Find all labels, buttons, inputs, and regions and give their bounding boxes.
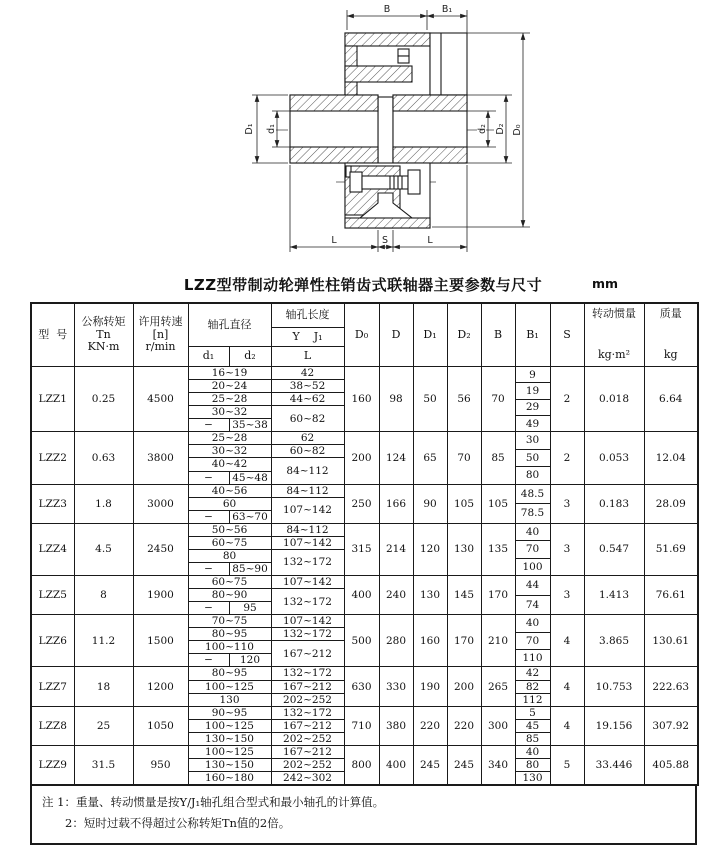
b1-value: 100 xyxy=(516,558,550,575)
table-row xyxy=(31,367,698,380)
cell-torque: 25 xyxy=(74,706,133,745)
cell-bore-dia: 80~90 xyxy=(188,589,271,602)
cell-torque: 4.5 xyxy=(74,523,133,575)
cell-mass: 51.69 xyxy=(644,523,698,575)
cell-bore-dia: 50~56 xyxy=(188,523,271,536)
cell-D1: 50 xyxy=(413,367,447,432)
cell-bore-len: 107~142 xyxy=(271,615,344,628)
b1-value: 48.5 xyxy=(520,487,545,500)
cell-D2: 245 xyxy=(447,745,481,785)
b1-stack xyxy=(516,746,550,784)
col-d1: d₁ xyxy=(188,347,229,367)
dim-label-L-right: L xyxy=(427,235,433,246)
cell-bore-dia: 25~28 xyxy=(188,432,271,445)
cell-bore-d2: 63~70 xyxy=(229,510,271,523)
cell-bore-len: 167~212 xyxy=(271,680,344,693)
cell-D: 240 xyxy=(379,576,413,615)
cell-bore-dia: 80 xyxy=(188,549,271,562)
cell-bore-len: 84~112 xyxy=(271,458,344,484)
cell-model: LZZ3 xyxy=(31,484,74,523)
cell-S: 3 xyxy=(550,523,584,575)
cell-inertia: 33.446 xyxy=(584,745,644,785)
spec-sheet xyxy=(30,302,697,845)
col-speed-line1: 许用转速 xyxy=(138,315,183,329)
cell-D: 166 xyxy=(379,484,413,523)
cell-bore-len: 107~142 xyxy=(271,536,344,549)
cell-D: 98 xyxy=(379,367,413,432)
b1-value: 30 xyxy=(525,434,540,447)
cell-D1: 160 xyxy=(413,615,447,667)
cell-D0: 250 xyxy=(344,484,379,523)
cell-B1 xyxy=(515,706,550,745)
cell-bore-len: 84~112 xyxy=(271,484,344,497)
cell-bore-len: 62 xyxy=(271,432,344,445)
cell-bore-len: 132~172 xyxy=(271,589,344,615)
b1-value: 40 xyxy=(525,525,540,538)
cell-S: 5 xyxy=(550,745,584,785)
cell-speed: 1050 xyxy=(133,706,188,745)
cell-bore-len: 107~142 xyxy=(271,497,344,523)
cell-bore-dia: 130~150 xyxy=(188,758,271,771)
cell-bore-dia: 30~32 xyxy=(188,406,271,419)
cell-D0: 160 xyxy=(344,367,379,432)
cell-B1 xyxy=(515,523,550,575)
cell-D1: 130 xyxy=(413,576,447,615)
b1-value: 110 xyxy=(516,649,550,666)
cell-bore-len: 84~112 xyxy=(271,523,344,536)
b1-value: 5 xyxy=(529,706,536,719)
cell-speed: 4500 xyxy=(133,367,188,432)
cell-D1: 220 xyxy=(413,706,447,745)
cell-model: LZZ2 xyxy=(31,432,74,484)
cell-S: 2 xyxy=(550,432,584,484)
dim-label-D2: D₂ xyxy=(495,123,506,135)
cell-bore-d2: 85~90 xyxy=(229,562,271,575)
cell-torque: 8 xyxy=(74,576,133,615)
cell-inertia: 19.156 xyxy=(584,706,644,745)
cell-D0: 710 xyxy=(344,706,379,745)
cell-D2: 145 xyxy=(447,576,481,615)
cell-bore-len: 60~82 xyxy=(271,445,344,458)
cell-bore-d1: − xyxy=(188,562,229,575)
cell-B: 210 xyxy=(481,615,515,667)
right-hub xyxy=(393,95,467,163)
cell-bore-dia: 40~56 xyxy=(188,484,271,497)
cell-bore-d2: 95 xyxy=(229,602,271,615)
table-row xyxy=(31,745,698,758)
cell-B: 135 xyxy=(481,523,515,575)
b1-value: 70 xyxy=(516,632,550,649)
cell-D0: 200 xyxy=(344,432,379,484)
col-B: B xyxy=(481,303,515,367)
cell-speed: 950 xyxy=(133,745,188,785)
cell-bore-dia: 100~125 xyxy=(188,719,271,732)
b1-value: 29 xyxy=(516,399,550,415)
cell-B: 300 xyxy=(481,706,515,745)
footnote-2: 2：短时过载不得超过公称转矩Tn值的2倍。 xyxy=(65,815,291,830)
b1-stack xyxy=(516,367,550,431)
cell-bore-dia: 30~32 xyxy=(188,445,271,458)
cell-D2: 130 xyxy=(447,523,481,575)
cell-speed: 2450 xyxy=(133,523,188,575)
cell-mass: 28.09 xyxy=(644,484,698,523)
cell-S: 2 xyxy=(550,367,584,432)
brake-wheel xyxy=(345,33,467,97)
cell-inertia: 0.018 xyxy=(584,367,644,432)
b1-value: 130 xyxy=(516,771,550,784)
cell-D: 214 xyxy=(379,523,413,575)
col-bore-dia: 轴孔直径 xyxy=(188,303,271,347)
table-row xyxy=(31,667,698,680)
col-speed-line2: [n] xyxy=(152,327,169,341)
cell-bore-len: 132~172 xyxy=(271,706,344,719)
col-bore-len: 轴孔长度 xyxy=(271,303,344,327)
cell-bore-d2: 45~48 xyxy=(229,471,271,484)
table-row xyxy=(31,706,698,719)
cell-bore-len: 132~172 xyxy=(271,549,344,575)
b1-value: 42 xyxy=(525,667,540,680)
b1-value: 80 xyxy=(516,466,550,483)
b1-value: 112 xyxy=(516,693,550,706)
cell-D1: 245 xyxy=(413,745,447,785)
cell-model: LZZ7 xyxy=(31,667,74,706)
cell-speed: 3000 xyxy=(133,484,188,523)
cell-torque: 1.8 xyxy=(74,484,133,523)
b1-value: 44 xyxy=(525,579,540,592)
b1-value: 82 xyxy=(516,680,550,693)
table-row xyxy=(31,523,698,536)
cell-bore-d1: − xyxy=(188,654,229,667)
cell-B: 340 xyxy=(481,745,515,785)
cell-bore-dia: 90~95 xyxy=(188,706,271,719)
cell-bore-len: 107~142 xyxy=(271,576,344,589)
cell-inertia: 0.183 xyxy=(584,484,644,523)
col-mass-line2: kg xyxy=(663,348,678,362)
cell-torque: 31.5 xyxy=(74,745,133,785)
cell-bore-d2: 120 xyxy=(229,654,271,667)
col-D2: D₂ xyxy=(447,303,481,367)
cell-model: LZZ4 xyxy=(31,523,74,575)
cell-speed: 1900 xyxy=(133,576,188,615)
cell-bore-len: 242~302 xyxy=(271,771,344,785)
col-D0: D₀ xyxy=(344,303,379,367)
b1-stack xyxy=(516,432,550,483)
spec-table xyxy=(30,302,699,786)
cell-inertia: 0.053 xyxy=(584,432,644,484)
b1-stack xyxy=(516,524,550,575)
cell-B: 70 xyxy=(481,367,515,432)
b1-value: 70 xyxy=(516,540,550,557)
spec-table-header xyxy=(31,303,698,367)
b1-value: 40 xyxy=(525,617,540,630)
footnote-1: 注 1：重量、转动惯量是按Y/J₁轴孔组合型式和最小轴孔的计算值。 xyxy=(42,795,385,809)
cell-mass: 12.04 xyxy=(644,432,698,484)
dim-label-D1: D₁ xyxy=(244,123,255,135)
col-inertia-line1: 转动惯量 xyxy=(592,307,636,320)
dim-label-B1: B₁ xyxy=(441,4,453,15)
cell-D2: 56 xyxy=(447,367,481,432)
cell-bore-dia: 60 xyxy=(188,497,271,510)
coupling-section-drawing xyxy=(0,0,726,270)
b1-value: 85 xyxy=(516,732,550,745)
cell-bore-len: 42 xyxy=(271,367,344,380)
cell-bore-d1: − xyxy=(188,419,229,432)
cell-D: 400 xyxy=(379,745,413,785)
b1-value: 78.5 xyxy=(516,503,550,523)
cell-B1 xyxy=(515,667,550,706)
b1-stack xyxy=(516,707,550,745)
b1-stack xyxy=(516,667,550,705)
dim-label-d2: d₂ xyxy=(477,124,488,134)
cell-D0: 630 xyxy=(344,667,379,706)
cell-S: 4 xyxy=(550,615,584,667)
cell-B: 265 xyxy=(481,667,515,706)
b1-stack xyxy=(516,576,550,614)
cell-B: 105 xyxy=(481,484,515,523)
b1-value: 49 xyxy=(516,415,550,431)
title-bar xyxy=(0,274,726,295)
cell-bore-dia: 80~95 xyxy=(188,628,271,641)
cell-S: 4 xyxy=(550,706,584,745)
page-title: LZZ型带制动轮弹性柱销齿式联轴器主要参数与尺寸 xyxy=(183,276,543,294)
cell-inertia: 1.413 xyxy=(584,576,644,615)
col-D: D xyxy=(379,303,413,367)
cell-D: 124 xyxy=(379,432,413,484)
col-B1: B₁ xyxy=(515,303,550,367)
b1-stack xyxy=(516,485,550,523)
cell-speed: 3800 xyxy=(133,432,188,484)
cell-bore-d1: − xyxy=(188,510,229,523)
cell-S: 4 xyxy=(550,667,584,706)
table-row xyxy=(31,432,698,445)
cell-bore-len: 132~172 xyxy=(271,667,344,680)
cell-D1: 65 xyxy=(413,432,447,484)
footnotes xyxy=(30,786,697,845)
cell-torque: 18 xyxy=(74,667,133,706)
col-torque xyxy=(74,303,133,367)
col-D1: D₁ xyxy=(413,303,447,367)
col-mass xyxy=(644,303,698,367)
cell-D2: 220 xyxy=(447,706,481,745)
cell-model: LZZ9 xyxy=(31,745,74,785)
cell-bore-dia: 100~125 xyxy=(188,680,271,693)
cell-mass: 130.61 xyxy=(644,615,698,667)
cell-bore-d2: 35~38 xyxy=(229,419,271,432)
cell-model: LZZ5 xyxy=(31,576,74,615)
dim-label-S: S xyxy=(381,235,389,246)
b1-value: 80 xyxy=(516,758,550,771)
cell-inertia: 3.865 xyxy=(584,615,644,667)
cell-bore-dia: 130 xyxy=(188,693,271,706)
cell-D2: 170 xyxy=(447,615,481,667)
cell-S: 3 xyxy=(550,484,584,523)
col-torque-line2: Tn xyxy=(96,327,111,341)
cell-bore-len: 167~212 xyxy=(271,641,344,667)
cell-bore-dia: 130~150 xyxy=(188,732,271,745)
cell-model: LZZ6 xyxy=(31,615,74,667)
col-mass-line1: 质量 xyxy=(659,307,682,320)
dim-label-B: B xyxy=(383,4,391,15)
cell-D0: 800 xyxy=(344,745,379,785)
unit-label: mm xyxy=(592,276,619,291)
cell-bore-dia: 160~180 xyxy=(188,771,271,785)
cell-bore-len: 38~52 xyxy=(271,380,344,393)
table-row xyxy=(31,615,698,628)
cell-bore-dia: 60~75 xyxy=(188,536,271,549)
cell-B1 xyxy=(515,432,550,484)
col-yj1: Y J₁ xyxy=(271,327,344,347)
cell-mass: 405.88 xyxy=(644,745,698,785)
col-torque-line1: 公称转矩 xyxy=(81,315,126,329)
cell-bore-dia: 100~125 xyxy=(188,745,271,758)
cell-B1 xyxy=(515,745,550,785)
cell-bore-len: 202~252 xyxy=(271,758,344,771)
cell-D2: 105 xyxy=(447,484,481,523)
cell-D: 330 xyxy=(379,667,413,706)
cell-B1 xyxy=(515,615,550,667)
b1-value: 40 xyxy=(525,745,540,758)
cell-bore-dia: 40~42 xyxy=(188,458,271,471)
cell-mass: 307.92 xyxy=(644,706,698,745)
spec-table-body xyxy=(31,367,698,786)
cell-D2: 200 xyxy=(447,667,481,706)
dim-label-d1: d₁ xyxy=(266,124,277,134)
table-row xyxy=(31,576,698,589)
cell-B1 xyxy=(515,576,550,615)
cell-inertia: 10.753 xyxy=(584,667,644,706)
cell-model: LZZ1 xyxy=(31,367,74,432)
col-L: L xyxy=(271,347,344,367)
col-model: 型 号 xyxy=(31,303,74,367)
col-inertia-line2: kg·m² xyxy=(597,348,631,362)
cell-bore-len: 167~212 xyxy=(271,719,344,732)
table-row xyxy=(31,484,698,497)
cell-bore-len: 202~252 xyxy=(271,732,344,745)
cell-mass: 6.64 xyxy=(644,367,698,432)
cell-D1: 90 xyxy=(413,484,447,523)
cell-D: 380 xyxy=(379,706,413,745)
col-inertia xyxy=(584,303,644,367)
cell-torque: 0.63 xyxy=(74,432,133,484)
b1-value: 50 xyxy=(516,449,550,466)
cell-mass: 76.61 xyxy=(644,576,698,615)
col-d2: d₂ xyxy=(229,347,271,367)
cell-S: 3 xyxy=(550,576,584,615)
cell-D1: 190 xyxy=(413,667,447,706)
cell-model: LZZ8 xyxy=(31,706,74,745)
cell-bore-dia: 100~110 xyxy=(188,641,271,654)
cell-B: 85 xyxy=(481,432,515,484)
cell-torque: 11.2 xyxy=(74,615,133,667)
cell-B1 xyxy=(515,484,550,523)
b1-value: 9 xyxy=(529,368,536,381)
cell-D0: 315 xyxy=(344,523,379,575)
cell-torque: 0.25 xyxy=(74,367,133,432)
cell-bore-len: 44~62 xyxy=(271,393,344,406)
left-hub xyxy=(290,95,378,163)
cell-bore-dia: 70~75 xyxy=(188,615,271,628)
cell-speed: 1500 xyxy=(133,615,188,667)
cell-speed: 1200 xyxy=(133,667,188,706)
col-S: S xyxy=(550,303,584,367)
cell-D0: 500 xyxy=(344,615,379,667)
col-torque-line3: KN·m xyxy=(87,340,120,354)
b1-value: 19 xyxy=(516,382,550,398)
cell-bore-dia: 25~28 xyxy=(188,393,271,406)
cell-bore-dia: 80~95 xyxy=(188,667,271,680)
dim-label-L-left: L xyxy=(331,235,337,246)
cell-bore-len: 202~252 xyxy=(271,693,344,706)
cell-bore-d1: − xyxy=(188,602,229,615)
b1-stack xyxy=(516,615,550,666)
cell-bore-dia: 16~19 xyxy=(188,367,271,380)
b1-value: 74 xyxy=(516,595,550,615)
cell-D0: 400 xyxy=(344,576,379,615)
cell-bore-dia: 20~24 xyxy=(188,380,271,393)
b1-value: 45 xyxy=(516,719,550,732)
cell-bore-d1: − xyxy=(188,471,229,484)
dim-label-D0: D₀ xyxy=(512,124,523,136)
cell-bore-len: 167~212 xyxy=(271,745,344,758)
cell-inertia: 0.547 xyxy=(584,523,644,575)
col-speed xyxy=(133,303,188,367)
cell-bore-len: 132~172 xyxy=(271,628,344,641)
cell-D2: 70 xyxy=(447,432,481,484)
cell-bore-len: 60~82 xyxy=(271,406,344,432)
cell-bore-dia: 60~75 xyxy=(188,576,271,589)
cell-B1 xyxy=(515,367,550,432)
cell-D: 280 xyxy=(379,615,413,667)
elastic-pin-assembly xyxy=(345,163,430,228)
cell-B: 170 xyxy=(481,576,515,615)
cell-mass: 222.63 xyxy=(644,667,698,706)
col-speed-line3: r/min xyxy=(145,340,176,354)
cell-D1: 120 xyxy=(413,523,447,575)
